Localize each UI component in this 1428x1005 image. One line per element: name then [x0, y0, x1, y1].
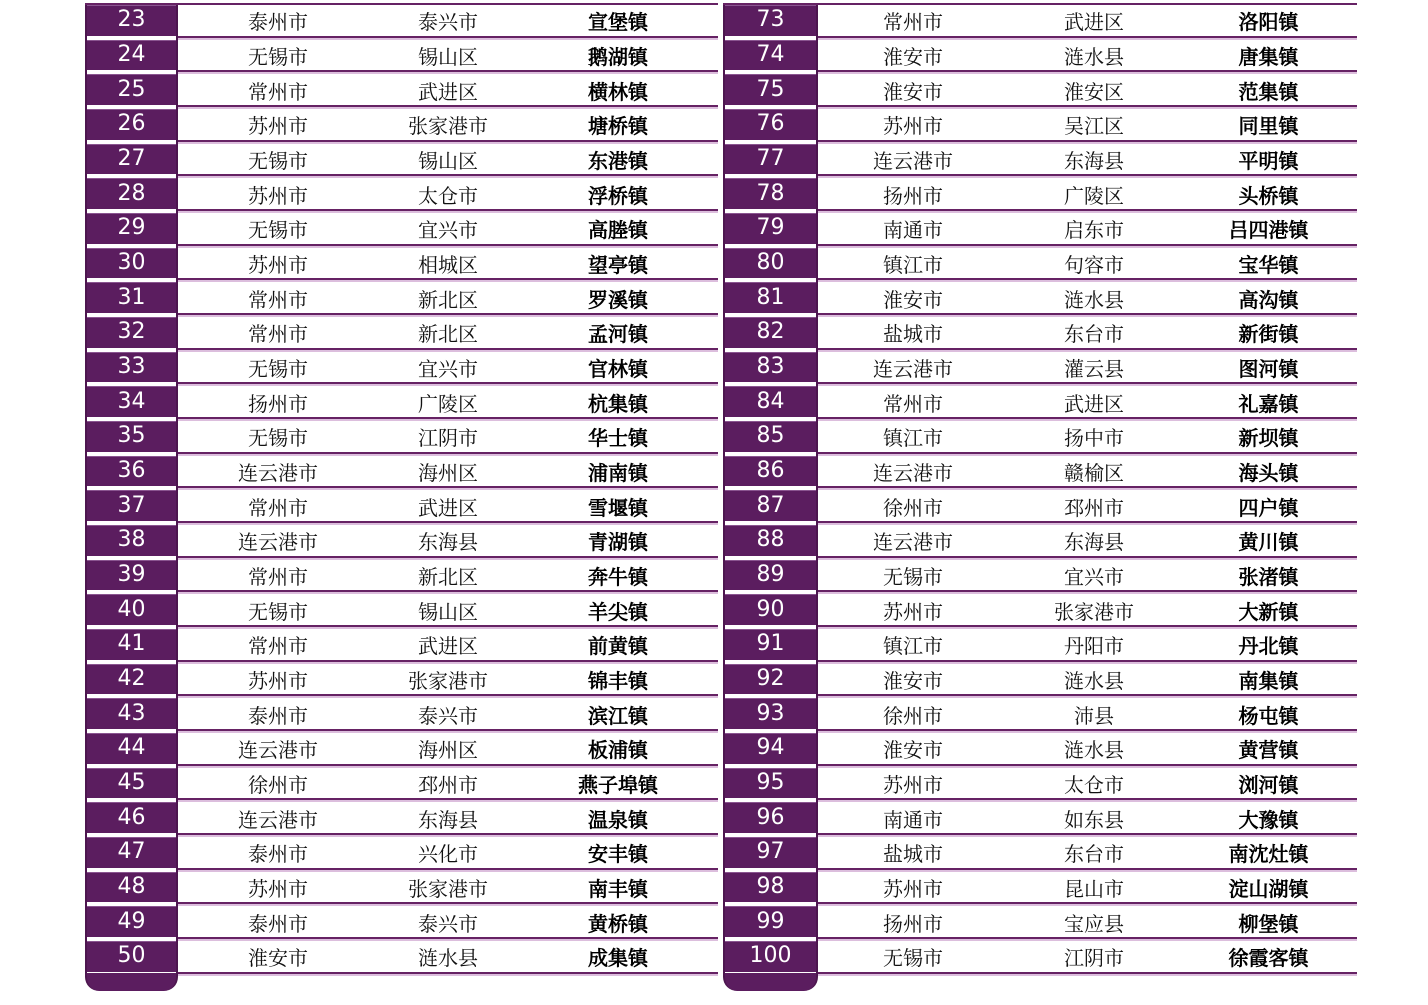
district-cell: 句容市 — [1064, 253, 1124, 278]
town-cell: 图河镇 — [1238, 357, 1299, 382]
town-cell: 大豫镇 — [1238, 807, 1299, 832]
town-cell: 同里镇 — [1238, 114, 1299, 139]
town-cell: 张渚镇 — [1238, 565, 1299, 590]
rank-cell: 37 — [85, 490, 178, 525]
rank-cell: 30 — [85, 248, 178, 283]
city-cell: 淮安市 — [248, 946, 308, 971]
table-row — [723, 525, 1357, 560]
city-cell: 镇江市 — [883, 253, 943, 278]
table-row — [85, 837, 718, 872]
district-cell: 武进区 — [418, 634, 478, 659]
town-cell: 平明镇 — [1238, 149, 1299, 174]
town-cell: 雪堰镇 — [588, 495, 648, 520]
city-cell: 淮安市 — [883, 79, 943, 104]
rank-cell: 49 — [85, 906, 178, 941]
town-cell: 浏河镇 — [1238, 773, 1299, 798]
town-cell: 前黄镇 — [588, 634, 648, 659]
table-row — [723, 594, 1357, 629]
table-row — [723, 282, 1357, 317]
district-cell: 灌云县 — [1064, 357, 1124, 382]
town-cell: 罗溪镇 — [588, 287, 648, 312]
rank-cell: 93 — [723, 698, 818, 733]
rank-cell: 27 — [85, 144, 178, 179]
town-cell: 浦南镇 — [588, 461, 648, 486]
rank-cell: 80 — [723, 248, 818, 283]
city-cell: 常州市 — [248, 634, 308, 659]
district-cell: 昆山市 — [1064, 877, 1124, 902]
city-cell: 常州市 — [248, 495, 308, 520]
town-cell: 新坝镇 — [1238, 426, 1299, 451]
district-cell: 张家港市 — [408, 877, 488, 902]
town-cell: 宣堡镇 — [588, 10, 648, 35]
district-cell: 兴化市 — [418, 842, 478, 867]
district-cell: 海州区 — [418, 738, 478, 763]
city-cell: 无锡市 — [248, 426, 308, 451]
city-cell: 连云港市 — [873, 530, 953, 555]
district-cell: 广陵区 — [418, 391, 478, 416]
town-cell: 杨屯镇 — [1238, 703, 1299, 728]
city-cell: 苏州市 — [248, 183, 308, 208]
town-cell: 温泉镇 — [588, 807, 648, 832]
rank-cell: 100 — [723, 941, 818, 976]
rank-cell: 36 — [85, 456, 178, 491]
rank-cell: 98 — [723, 872, 818, 907]
rank-cell: 38 — [85, 525, 178, 560]
district-cell: 东海县 — [1064, 149, 1124, 174]
district-cell: 涟水县 — [1064, 669, 1124, 694]
table-row — [723, 906, 1357, 941]
district-cell: 淮安区 — [1064, 79, 1124, 104]
town-cell: 新街镇 — [1238, 322, 1299, 347]
district-cell: 宜兴市 — [1064, 565, 1124, 590]
city-cell: 连云港市 — [873, 461, 953, 486]
city-cell: 无锡市 — [248, 149, 308, 174]
table-row — [723, 386, 1357, 421]
town-cell: 板浦镇 — [588, 738, 648, 763]
town-cell: 范集镇 — [1238, 79, 1299, 104]
city-cell: 连云港市 — [238, 530, 318, 555]
rank-cell: 89 — [723, 560, 818, 595]
rank-column-end-tab — [85, 973, 178, 991]
city-cell: 扬州市 — [883, 911, 943, 936]
city-cell: 常州市 — [248, 565, 308, 590]
rank-cell: 88 — [723, 525, 818, 560]
rank-cell: 99 — [723, 906, 818, 941]
rank-cell: 82 — [723, 317, 818, 352]
rank-cell: 74 — [723, 40, 818, 75]
city-cell: 无锡市 — [248, 218, 308, 243]
town-cell: 青湖镇 — [588, 530, 648, 555]
rank-cell: 45 — [85, 768, 178, 803]
district-cell: 海州区 — [418, 461, 478, 486]
city-cell: 常州市 — [248, 287, 308, 312]
rank-cell: 75 — [723, 74, 818, 109]
city-cell: 南通市 — [883, 807, 943, 832]
town-cell: 吕四港镇 — [1228, 218, 1309, 243]
table-row — [723, 698, 1357, 733]
table-row — [723, 456, 1357, 491]
district-cell: 赣榆区 — [1064, 461, 1124, 486]
district-cell: 东海县 — [418, 530, 478, 555]
table-row — [723, 941, 1357, 976]
rank-cell: 87 — [723, 490, 818, 525]
table-row — [85, 733, 718, 768]
town-cell: 华士镇 — [588, 426, 648, 451]
table-row — [85, 490, 718, 525]
town-cell: 黄营镇 — [1238, 738, 1299, 763]
town-cell: 丹北镇 — [1238, 634, 1299, 659]
town-cell: 大新镇 — [1238, 599, 1299, 624]
city-cell: 徐州市 — [883, 703, 943, 728]
rank-cell: 31 — [85, 282, 178, 317]
table-row — [85, 213, 718, 248]
rank-cell: 92 — [723, 664, 818, 699]
rank-cell: 47 — [85, 837, 178, 872]
rank-cell: 28 — [85, 178, 178, 213]
district-cell: 武进区 — [1064, 391, 1124, 416]
district-cell: 相城区 — [418, 253, 478, 278]
table-row — [85, 802, 718, 837]
city-cell: 镇江市 — [883, 634, 943, 659]
district-cell: 张家港市 — [1054, 599, 1134, 624]
rank-cell: 42 — [85, 664, 178, 699]
district-cell: 沛县 — [1074, 703, 1114, 728]
city-cell: 无锡市 — [883, 946, 943, 971]
table-row — [85, 178, 718, 213]
rank-cell: 40 — [85, 594, 178, 629]
table-row — [85, 144, 718, 179]
town-cell: 孟河镇 — [588, 322, 648, 347]
table-row — [723, 421, 1357, 456]
rank-cell: 76 — [723, 109, 818, 144]
table-row — [723, 40, 1357, 75]
city-cell: 无锡市 — [248, 45, 308, 69]
table-row — [85, 906, 718, 941]
district-cell: 宜兴市 — [418, 357, 478, 382]
city-cell: 扬州市 — [883, 183, 943, 208]
city-cell: 泰州市 — [248, 911, 308, 936]
city-cell: 苏州市 — [248, 114, 308, 139]
city-cell: 连云港市 — [238, 461, 318, 486]
rank-cell: 96 — [723, 802, 818, 837]
city-cell: 镇江市 — [883, 426, 943, 451]
district-cell: 张家港市 — [408, 114, 488, 139]
table-row — [723, 872, 1357, 907]
district-cell: 丹阳市 — [1064, 634, 1124, 659]
rank-cell: 81 — [723, 282, 818, 317]
district-cell: 广陵区 — [1064, 183, 1124, 208]
town-cell: 奔牛镇 — [588, 565, 648, 590]
town-cell: 官林镇 — [588, 357, 648, 382]
town-cell: 羊尖镇 — [588, 599, 648, 624]
rank-cell: 35 — [85, 421, 178, 456]
table-row — [85, 421, 718, 456]
city-cell: 苏州市 — [248, 877, 308, 902]
table-row — [85, 248, 718, 283]
table-row — [85, 386, 718, 421]
rank-cell: 48 — [85, 872, 178, 907]
rank-cell: 41 — [85, 629, 178, 664]
rank-cell: 26 — [85, 109, 178, 144]
district-cell: 东海县 — [418, 807, 478, 832]
rank-cell: 73 — [723, 5, 818, 40]
table-row — [85, 74, 718, 109]
town-cell: 黄桥镇 — [588, 911, 648, 936]
district-cell: 宝应县 — [1064, 911, 1124, 936]
town-cell: 四户镇 — [1238, 495, 1299, 520]
city-cell: 徐州市 — [883, 495, 943, 520]
town-cell: 南集镇 — [1238, 669, 1299, 694]
rank-cell: 44 — [85, 733, 178, 768]
table-row — [723, 490, 1357, 525]
town-cell: 杭集镇 — [588, 391, 648, 416]
city-cell: 常州市 — [883, 391, 943, 416]
town-cell: 宝华镇 — [1238, 253, 1299, 278]
rank-cell: 79 — [723, 213, 818, 248]
table-row — [85, 872, 718, 907]
rank-cell: 32 — [85, 317, 178, 352]
district-cell: 宜兴市 — [418, 218, 478, 243]
city-cell: 盐城市 — [883, 842, 943, 867]
town-cell: 黄川镇 — [1238, 530, 1299, 555]
district-cell: 太仓市 — [1064, 773, 1124, 798]
ranking-table-right — [723, 3, 1357, 976]
town-cell: 鹅湖镇 — [588, 45, 648, 69]
table-row — [85, 352, 718, 387]
city-cell: 连云港市 — [238, 738, 318, 763]
town-cell: 望亭镇 — [588, 253, 648, 278]
city-cell: 常州市 — [883, 10, 943, 35]
town-cell: 安丰镇 — [588, 842, 648, 867]
district-cell: 新北区 — [418, 565, 478, 590]
rank-cell: 86 — [723, 456, 818, 491]
table-row — [85, 698, 718, 733]
rank-cell: 91 — [723, 629, 818, 664]
district-cell: 如东县 — [1064, 807, 1124, 832]
town-cell: 东港镇 — [588, 149, 648, 174]
town-cell: 燕子埠镇 — [578, 773, 658, 798]
city-cell: 泰州市 — [248, 703, 308, 728]
table-row — [723, 213, 1357, 248]
district-cell: 锡山区 — [418, 599, 478, 624]
rank-cell: 43 — [85, 698, 178, 733]
city-cell: 常州市 — [248, 322, 308, 347]
table-row — [723, 768, 1357, 803]
rank-cell: 34 — [85, 386, 178, 421]
city-cell: 苏州市 — [883, 877, 943, 902]
table-row — [723, 837, 1357, 872]
rank-cell: 84 — [723, 386, 818, 421]
table-row — [85, 941, 718, 976]
table-row — [723, 74, 1357, 109]
district-cell: 扬中市 — [1064, 426, 1124, 451]
table-row — [85, 629, 718, 664]
table-row — [723, 248, 1357, 283]
rank-cell: 77 — [723, 144, 818, 179]
table-row — [85, 525, 718, 560]
town-cell: 成集镇 — [588, 946, 648, 971]
city-cell: 南通市 — [883, 218, 943, 243]
district-cell: 太仓市 — [418, 183, 478, 208]
table-row — [723, 352, 1357, 387]
rank-cell: 95 — [723, 768, 818, 803]
district-cell: 武进区 — [1064, 10, 1124, 35]
table-row — [85, 594, 718, 629]
table-row — [723, 5, 1357, 40]
district-cell: 邳州市 — [418, 773, 478, 798]
table-row — [723, 144, 1357, 179]
city-cell: 无锡市 — [248, 599, 308, 624]
district-cell: 邳州市 — [1064, 495, 1124, 520]
city-cell: 淮安市 — [883, 45, 943, 69]
rank-cell: 78 — [723, 178, 818, 213]
city-cell: 泰州市 — [248, 842, 308, 867]
district-cell: 武进区 — [418, 495, 478, 520]
town-cell: 南丰镇 — [588, 877, 648, 902]
city-cell: 苏州市 — [883, 114, 943, 139]
district-cell: 新北区 — [418, 322, 478, 347]
district-cell: 锡山区 — [418, 149, 478, 174]
district-cell: 武进区 — [418, 79, 478, 104]
town-cell: 横林镇 — [588, 79, 648, 104]
district-cell: 泰兴市 — [418, 911, 478, 936]
district-cell: 张家港市 — [408, 669, 488, 694]
table-row — [85, 664, 718, 699]
city-cell: 苏州市 — [883, 773, 943, 798]
rank-cell: 39 — [85, 560, 178, 595]
district-cell: 锡山区 — [418, 45, 478, 69]
city-cell: 苏州市 — [883, 599, 943, 624]
ranking-table-left — [85, 3, 718, 976]
district-cell: 涟水县 — [418, 946, 478, 971]
town-cell: 头桥镇 — [1238, 183, 1299, 208]
city-cell: 淮安市 — [883, 738, 943, 763]
table-row — [723, 178, 1357, 213]
town-cell: 淀山湖镇 — [1228, 877, 1309, 902]
rank-cell: 85 — [723, 421, 818, 456]
district-cell: 东台市 — [1064, 322, 1124, 347]
city-cell: 无锡市 — [883, 565, 943, 590]
district-cell: 江阴市 — [418, 426, 478, 451]
table-row — [85, 282, 718, 317]
town-cell: 礼嘉镇 — [1238, 391, 1299, 416]
town-cell: 洛阳镇 — [1238, 10, 1299, 35]
town-cell: 南沈灶镇 — [1228, 842, 1309, 867]
district-cell: 涟水县 — [1064, 45, 1124, 69]
district-cell: 江阴市 — [1064, 946, 1124, 971]
table-row — [723, 317, 1357, 352]
table-row — [723, 733, 1357, 768]
town-cell: 唐集镇 — [1238, 45, 1299, 69]
district-cell: 泰兴市 — [418, 703, 478, 728]
city-cell: 扬州市 — [248, 391, 308, 416]
city-cell: 淮安市 — [883, 287, 943, 312]
table-row — [85, 5, 718, 40]
town-cell: 塘桥镇 — [588, 114, 648, 139]
town-cell: 锦丰镇 — [588, 669, 648, 694]
town-cell: 浮桥镇 — [588, 183, 648, 208]
table-row — [723, 560, 1357, 595]
city-cell: 盐城市 — [883, 322, 943, 347]
city-cell: 泰州市 — [248, 10, 308, 35]
town-cell: 高塍镇 — [588, 218, 648, 243]
city-cell: 常州市 — [248, 79, 308, 104]
city-cell: 连云港市 — [238, 807, 318, 832]
city-cell: 徐州市 — [248, 773, 308, 798]
city-cell: 淮安市 — [883, 669, 943, 694]
rank-cell: 97 — [723, 837, 818, 872]
rank-cell: 83 — [723, 352, 818, 387]
table-row — [85, 560, 718, 595]
district-cell: 启东市 — [1064, 218, 1124, 243]
district-cell: 泰兴市 — [418, 10, 478, 35]
town-cell: 高沟镇 — [1238, 287, 1299, 312]
town-cell: 海头镇 — [1238, 461, 1299, 486]
district-cell: 涟水县 — [1064, 738, 1124, 763]
district-cell: 吴江区 — [1064, 114, 1124, 139]
table-row — [85, 40, 718, 75]
rank-cell: 90 — [723, 594, 818, 629]
table-row — [723, 802, 1357, 837]
rank-cell: 23 — [85, 5, 178, 40]
table-row — [85, 109, 718, 144]
table-row — [85, 317, 718, 352]
district-cell: 涟水县 — [1064, 287, 1124, 312]
rank-cell: 46 — [85, 802, 178, 837]
rank-cell: 25 — [85, 74, 178, 109]
rank-cell: 29 — [85, 213, 178, 248]
town-cell: 柳堡镇 — [1238, 911, 1299, 936]
district-cell: 东海县 — [1064, 530, 1124, 555]
city-cell: 苏州市 — [248, 253, 308, 278]
rank-cell: 33 — [85, 352, 178, 387]
table-row — [85, 768, 718, 803]
city-cell: 连云港市 — [873, 357, 953, 382]
district-cell: 东台市 — [1064, 842, 1124, 867]
city-cell: 无锡市 — [248, 357, 308, 382]
table-row — [85, 456, 718, 491]
table-row — [723, 109, 1357, 144]
town-cell: 徐霞客镇 — [1228, 946, 1309, 971]
rank-cell: 50 — [85, 941, 178, 976]
rank-cell: 24 — [85, 40, 178, 75]
rank-cell: 94 — [723, 733, 818, 768]
table-row — [723, 629, 1357, 664]
city-cell: 苏州市 — [248, 669, 308, 694]
rank-column-end-tab — [723, 973, 818, 991]
district-cell: 新北区 — [418, 287, 478, 312]
town-cell: 滨江镇 — [588, 703, 648, 728]
table-row — [723, 664, 1357, 699]
city-cell: 连云港市 — [873, 149, 953, 174]
